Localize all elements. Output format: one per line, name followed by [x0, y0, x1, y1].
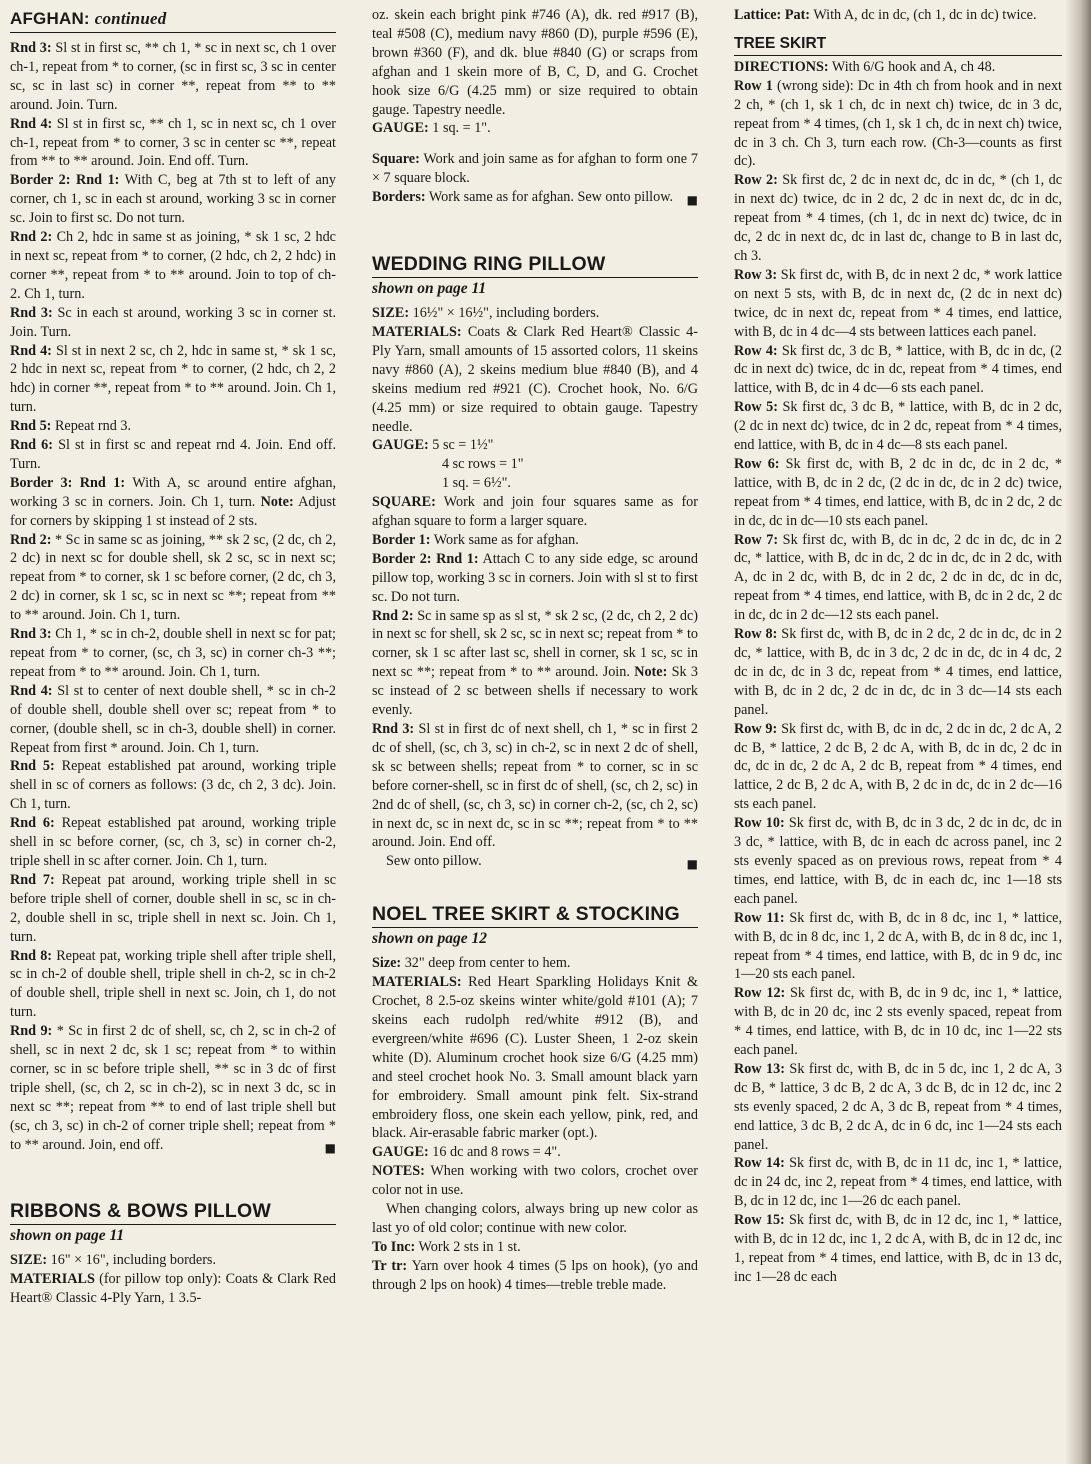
afghan-rnd: Rnd 8: Repeat pat, working triple shell after triple shell, sc in ch-2 of double shell, triple shell in ch-2, sc in ch-2 of double shell, triple shell in next sc. Join, ch 1, do not turn. [10, 947, 336, 1021]
tree-row: Row 14: Sk first dc, with B, dc in 11 dc, inc 1, * lattice, dc in 24 dc, inc 2, repeat from * 4 times, end lattice, with B, dc in 12 dc, inc 1—26 dc each panel. [734, 1155, 1062, 1210]
noel-changing: When changing colors, always bring up new color as last yo of old color; continue with new color. [372, 1201, 698, 1236]
afghan-rnd: Rnd 5: Repeat rnd 3. [10, 418, 131, 435]
noel-size: Size: 32" deep from center to hem. [372, 955, 571, 972]
wedding-rnd3: Rnd 3: Sl st in first dc of next shell, ch 1, * sc in first 2 dc of shell, (sc, ch 3, sc) in ch-2, sc in next 2 dc of shell, sk sc between shells; repeat from * to corner, sc in sc before corner-shell, sc in first dc of shell, (sc, ch 2, sc) in 2nd dc of shell, (sc, ch 3, sc) in corner ch-2, (sc, ch 2, sc) in next dc, sc in next dc, sc in sc **; repeat from * to ** around. Join. End off. [372, 721, 698, 851]
noel-inc: To Inc: Work 2 sts in 1 st. [372, 1238, 521, 1255]
ribbons-title: RIBBONS & BOWS PILLOW [10, 1198, 336, 1225]
tree-row: Row 9: Sk first dc, with B, dc in dc, 2 dc in dc, 2 dc A, 2 dc B, * lattice, 2 dc B, 2 dc A, with B, dc in dc, 2 dc in dc, dc in dc, 2 dc A, 2 dc B, repeat from * 4 times, end lattice, 2 dc B, 2 dc A, with B, 2 dc in dc, dc in 2 dc—16 sts each panel. [734, 720, 1063, 813]
tree-row: Row 1 (wrong side): Dc in 4th ch from hook and in next 2 ch, * (ch 1, sk 1 ch, dc in next ch) twice, dc in 3 dc, repeat from * 4 times, (ch 1, sk 1 ch, dc in next ch) twice, dc in 3 ch. Ch 3, turn each row. (Ch-3—counts as first dc). [734, 77, 1062, 170]
noel-gauge: GAUGE: 16 dc and 8 rows = 4". [372, 1144, 561, 1161]
noel-subtitle: shown on page 12 [372, 930, 487, 948]
noel-title: NOEL TREE SKIRT & STOCKING [372, 901, 698, 928]
tree-row: Row 12: Sk first dc, with B, dc in 9 dc, inc 1, * lattice, with B, dc in 20 dc, inc 2 sts evenly spaced, repeat from * 4 times, end lattice, with B, dc in 10 dc, inc 1—22 sts each panel. [734, 985, 1062, 1059]
wedding-materials: MATERIALS: Coats & Clark Red Heart® Classic 4-Ply Yarn, small amounts of 15 assorted colors, 11 skeins navy #860 (A), 2 skeins medium blue #840 (B), and 4 skeins medium red #921 (C). Crochet hook, No. 6/G (4.25 mm) or size required to obtain gauge. Tapestry needle. [372, 323, 698, 435]
afghan-rnd: Border 2: Rnd 1: With C, beg at 7th st to left of any corner, ch 1, sc in each st around, working 3 sc in corner sc. Join to first sc. Do not turn. [10, 172, 336, 227]
afghan-rnd: Rnd 6: Repeat established pat around, working triple shell in sc before corner, (sc, ch 3, sc) in corner ch-2, triple shell in sc after corner. Join. Ch 1, turn. [10, 815, 336, 869]
afghan-rnd: Rnd 4: Sl st to center of next double shell, * sc in ch-2 of double shell, double shell over sc; repeat from * to corner, (double shell, sc in ch-3, double shell) in corner. Repeat from first * around. Join. Ch 1, turn. [10, 682, 336, 756]
tree-row: Row 10: Sk first dc, with B, dc in 3 dc, 2 dc in dc, dc in 3 dc, * lattice, with B, dc in each dc across panel, inc 2 sts evenly spaced as on previous rows, repeat from * 4 times, end lattice, with B, dc in each dc, inc 1—18 sts each panel. [734, 815, 1062, 907]
tree-row: Row 8: Sk first dc, with B, dc in 2 dc, 2 dc in dc, dc in 2 dc, * lattice, with B, dc in 3 dc, 2 dc in dc, dc in 4 dc, 2 dc in dc, dc in 3 dc, repeat from * 4 times, end lattice, with B, dc in 2 dc, 2 dc in dc, dc in 3 dc—14 sts each panel. [734, 626, 1062, 718]
tree-row: Row 6: Sk first dc, with B, 2 dc in dc, dc in 2 dc, * lattice, with B, dc in 2 dc, (2 dc in dc, dc in 2 dc) twice, repeat from * 4 times, end lattice, with B, dc in 2 dc, 2 dc in dc, dc in dc—10 sts each panel. [734, 455, 1062, 529]
wedding-size: SIZE: 16½" × 16½", including borders. [372, 305, 600, 322]
ribbons-materials: MATERIALS (for pillow top only): Coats & Clark Red Heart® Classic 4-Ply Yarn, 1 3.5- [10, 1271, 336, 1307]
end-mark: ■ [686, 193, 698, 208]
afghan-rnd: Rnd 4: Sl st in first sc, ** ch 1, sc in next sc, ch 1 over ch-1, repeat from * to corner, 3 sc in center sc **, repeat from ** to ** around. Join. End off. Turn. [10, 115, 336, 170]
lattice-pat: Lattice: Pat: With A, dc in dc, (ch 1, dc in dc) twice. [734, 7, 1037, 23]
end-mark: ■ [686, 857, 698, 872]
ribbons-materials-cont: oz. skein each bright pink #746 (A), dk. red #917 (B), teal #508 (C), medium navy #860 (D), purple #596 (E), brown #360 (F), and dk. blue #840 (G) or scraps from afghan and 1 skein more of B, C, D, and G. Crochet hook size 6/G (4.25 mm) or size required to obtain gauge. Tapestry needle. [372, 7, 698, 118]
noel-trtr: Tr tr: Yarn over hook 4 times (5 lps on hook), (yo and through 2 lps on hook) 4 times—treble treble made. [372, 1257, 699, 1293]
ribbons-square: Square: Work and join same as for afghan to form one 7 × 7 square block. [372, 151, 698, 187]
afghan-rnd: Rnd 2: Ch 2, hdc in same st as joining, * sk 1 sc, 2 hdc in next sc, repeat from * to corner, (2 hdc, ch 2, 2 hdc) in corner **, repeat from * to ** around. Join to top of ch-2. Ch 1, turn. [10, 229, 336, 302]
afghan-rnd: Rnd 3: Sl st in first sc, ** ch 1, * sc in next sc, ch 1 over ch-1, repeat from * to corner, (sc in first sc, 3 sc in center sc, sc in last sc) in corner **, repeat from ** to ** around. Join. Turn. [10, 40, 336, 113]
wedding-gauge-line: 1 sq. = 6½". [442, 475, 511, 492]
wedding-border2: Border 2: Rnd 1: Attach C to any side edge, sc around pillow top, working 3 sc in corners. Join with sl st to first sc. Do not turn. [372, 550, 698, 605]
continued-label: continued [94, 9, 167, 28]
end-mark: ■ [324, 1140, 336, 1155]
wedding-gauge-line: 4 sc rows = 1" [442, 456, 524, 473]
wedding-rnd2: Rnd 2: Sc in same sp as sl st, * sk 2 sc, (2 dc, ch 2, 2 dc) in next sc for shell, sk 2 sc, sc in next sc; repeat from * to corner, sk 1 sc after last sc, shell in corner, sk 1 sc, sc in next sc **; repeat from * to ** around. Join. Note: Sk 3 sc instead of 2 sc between shells if necessary to work evenly. [372, 607, 699, 719]
tree-row: Row 13: Sk first dc, with B, dc in 5 dc, inc 1, 2 dc A, 3 dc B, * lattice, 3 dc B, 2 dc A, 3 dc B, dc in 12 dc, inc 2 sts evenly spaced, 2 dc A, 3 dc B, repeat from * 4 times, end lattice, 3 dc B, 2 dc A, dc in 6 dc, inc 1—24 sts each panel. [734, 1060, 1062, 1153]
noel-notes: NOTES: When working with two colors, crochet over color not in use. [372, 1163, 698, 1199]
tree-row: Row 11: Sk first dc, with B, dc in 8 dc, inc 1, * lattice, with B, dc in 8 dc, inc 1, 2 dc A, with B, dc in 8 dc, inc 1, repeat from * 4 times, end lattice, with B, dc in 9 dc, inc 1—20 sts each panel. [734, 909, 1062, 983]
wedding-title: WEDDING RING PILLOW [372, 251, 698, 278]
afghan-rnd: Rnd 3: Ch 1, * sc in ch-2, double shell in next sc for pat; repeat from * to corner, (sc, ch 3, sc) in corner ch-3 **; repeat from * to ** around. Join. Ch 1, turn. [10, 626, 336, 680]
tree-directions: DIRECTIONS: With 6/G hook and A, ch 48. [734, 58, 996, 75]
ribbons-subtitle: shown on page 11 [10, 1227, 125, 1245]
afghan-rnd: Border 3: Rnd 1: With A, sc around entire afghan, working 3 sc in corners. Join. Ch 1, turn. Note: Adjust for corners by skipping 1 st instead of 2 sts. [10, 474, 336, 529]
tree-row: Row 3: Sk first dc, with B, dc in next 2 dc, * work lattice on next 5 sts, with B, dc in next dc, (2 dc in next dc) twice, dc in next dc, repeat from * 4 times, end lattice, with B, dc in 4 dc—4 sts between lattices each panel. [734, 266, 1062, 340]
column-3 [734, 6, 1062, 1287]
tree-row: Row 5: Sk first dc, 3 dc B, * lattice, with B, dc in 2 dc, (2 dc in next dc) twice, dc in 2 dc, repeat from * 4 times, end lattice, with B, dc in 4 dc—8 sts each panel. [734, 399, 1063, 454]
section-title: AFGHAN: [10, 9, 90, 28]
column-1 [10, 6, 336, 1308]
wedding-subtitle: shown on page 11 [372, 280, 487, 298]
tree-skirt-title: TREE SKIRT [734, 33, 1062, 56]
afghan-rnd: Rnd 3: Sc in each st around, working 3 sc in corner st. Join. Turn. [10, 304, 336, 340]
column-2 [372, 6, 698, 1295]
afghan-rnd: Rnd 4: Sl st in next 2 sc, ch 2, hdc in same st, * sk 1 sc, 2 hdc in next sc, repeat from * to corner, (2 hdc, ch 2, 2 hdc) in corner **, repeat from * to ** around. Join. Ch 1, turn. [10, 342, 336, 416]
wedding-sew: Sew onto pillow. ■ [372, 852, 698, 871]
ribbons-borders: Borders: Work same as for afghan. Sew onto pillow. ■ [372, 188, 698, 207]
wedding-border1: Border 1: Work same as for afghan. [372, 531, 579, 548]
afghan-rnd: Rnd 9: * Sc in first 2 dc of shell, sc, ch 2, sc in ch-2 of shell, sc in next 2 dc, sk 1 sc; repeat from * to within corner, sc in sc before triple shell, ** sc in 3 dc of first triple shell, (sc, ch 2, sc in ch-2), sc in next 3 dc, sc in next sc **; repeat from ** to end of last triple shell but (sc, ch 3, sc) in ch-2 of corner triple shell; repeat from * to ** around. Join, end off. ■ [10, 1022, 336, 1154]
wedding-square: SQUARE: Work and join four squares same as for afghan square to form a larger square. [372, 494, 698, 530]
tree-row: Row 15: Sk first dc, with B, dc in 12 dc, inc 1, * lattice, with B, dc in 12 dc, inc 1, 2 dc A, with B, dc in 12 dc, inc 1, repeat from * 4 times, end lattice, with B, dc in 13 dc, inc 1—28 dc each [734, 1212, 1062, 1285]
ribbons-gauge: GAUGE: 1 sq. = 1". [372, 120, 491, 137]
afghan-rnd: Rnd 6: Sl st in first sc and repeat rnd 4. Join. End off. Turn. [10, 437, 336, 472]
tree-row: Row 7: Sk first dc, with B, dc in dc, 2 dc in dc, dc in 2 dc, * lattice, with B, dc in dc, 2 dc in dc, dc in 2 dc, with A, dc in 2 dc, with B, dc in 2 dc, 2 dc in dc, dc in dc, repeat from * 4 times, end lattice, with B, dc in 2 dc, 2 dc in dc, dc in 2 dc—12 sts each panel. [734, 531, 1062, 624]
afghan-rnd: Rnd 5: Repeat established pat around, working triple shell in sc of corners as follows: (3 dc, ch 2, 3 dc). Join. Ch 1, turn. [10, 758, 336, 813]
page-gutter-shadow [1065, 0, 1091, 1464]
afghan-rnd: Rnd 2: * Sc in same sc as joining, ** sk 2 sc, (2 dc, ch 2, 2 dc) in next sc for double shell, sk 2 sc, sc in next sc; repeat from * to corner, sk 1 sc before corner, (2 dc, ch 3, 2 dc) in corner, sk 1 sc, sc in next sc **; repeat from ** to ** around. Join. Ch 1, turn. [10, 531, 336, 624]
afghan-continued-header [10, 6, 336, 33]
tree-row: Row 4: Sk first dc, 3 dc B, * lattice, with B, dc in dc, (2 dc in next dc) twice, dc in dc, repeat from * 4 times, end lattice, with B, dc in 4 dc—6 sts each panel. [734, 342, 1063, 397]
noel-materials: MATERIALS: Red Heart Sparkling Holidays Knit & Crochet, 8 2.5-oz skeins winter white/gold #101 (A); 7 skeins each rudolph red/white #912 (B), and evergreen/white #696 (C). Luster Sheen, 1 2-oz skein white (D). Aluminum crochet hook size 6/G (4.25 mm) and steel crochet hook No. 3. Small amount black yarn for embroidery. Small amount pink felt. Six-strand embroidery floss, one skein each yellow, pink, red, and black. Air-erasable fabric marker (opt.). [372, 974, 698, 1142]
wedding-gauge: GAUGE: 5 sc = 1½" [372, 437, 494, 454]
afghan-rnd: Rnd 7: Repeat pat around, working triple shell in sc before triple shell of corner, double shell in sc, sc in ch-2, double shell in sc, triple shell in next sc. Join. Ch 1, turn. [10, 871, 336, 945]
ribbons-size: SIZE: 16" × 16", including borders. [10, 1252, 216, 1269]
tree-row: Row 2: Sk first dc, 2 dc in next dc, dc in dc, * (ch 1, dc in next dc) twice, dc in 2 dc, 2 dc in next dc, dc in dc, repeat from * 4 times, (ch 1, dc in next dc) twice, dc in dc, 2 dc in next dc, dc in last dc, change to B in last dc, ch 3. [734, 172, 1063, 264]
